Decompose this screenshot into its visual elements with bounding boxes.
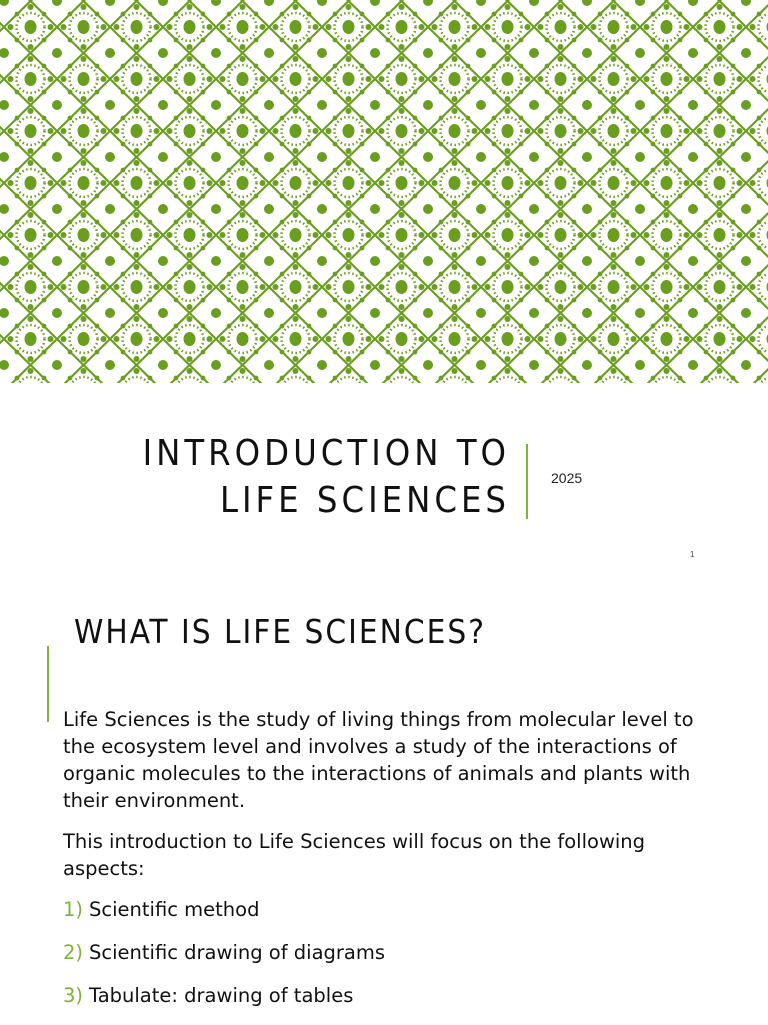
list-number: 3) <box>63 984 84 1007</box>
page-number: 1 <box>690 550 695 559</box>
slide-heading: WHAT IS LIFE SCIENCES? <box>74 612 486 651</box>
decorative-pattern-band <box>0 0 768 383</box>
slide-date: 2025 <box>551 470 583 486</box>
slide-title: INTRODUCTION TO LIFE SCIENCES <box>142 433 510 521</box>
list-text: Tabulate: drawing of tables <box>89 984 354 1007</box>
body-paragraph: This introduction to Life Sciences will focus on the following aspects: <box>63 830 646 880</box>
accent-bar <box>47 646 49 722</box>
list-item <box>63 896 703 923</box>
aspects-list <box>63 896 703 1009</box>
list-number: 2) <box>63 941 84 964</box>
list-item <box>63 939 703 966</box>
body-paragraph: Life Sciences is the study of living things from molecular level to the ecosystem level and involves a study of the interactions of organic molecules to the interactions of animals and plants with their environment. <box>63 708 694 812</box>
list-number: 1) <box>63 898 84 921</box>
list-text: Scientific drawing of diagrams <box>89 941 386 964</box>
slide-body <box>63 706 703 1025</box>
content-slide <box>0 582 768 1024</box>
list-item <box>63 982 703 1009</box>
list-text: Scientific method <box>89 898 260 921</box>
title-divider <box>526 444 528 519</box>
